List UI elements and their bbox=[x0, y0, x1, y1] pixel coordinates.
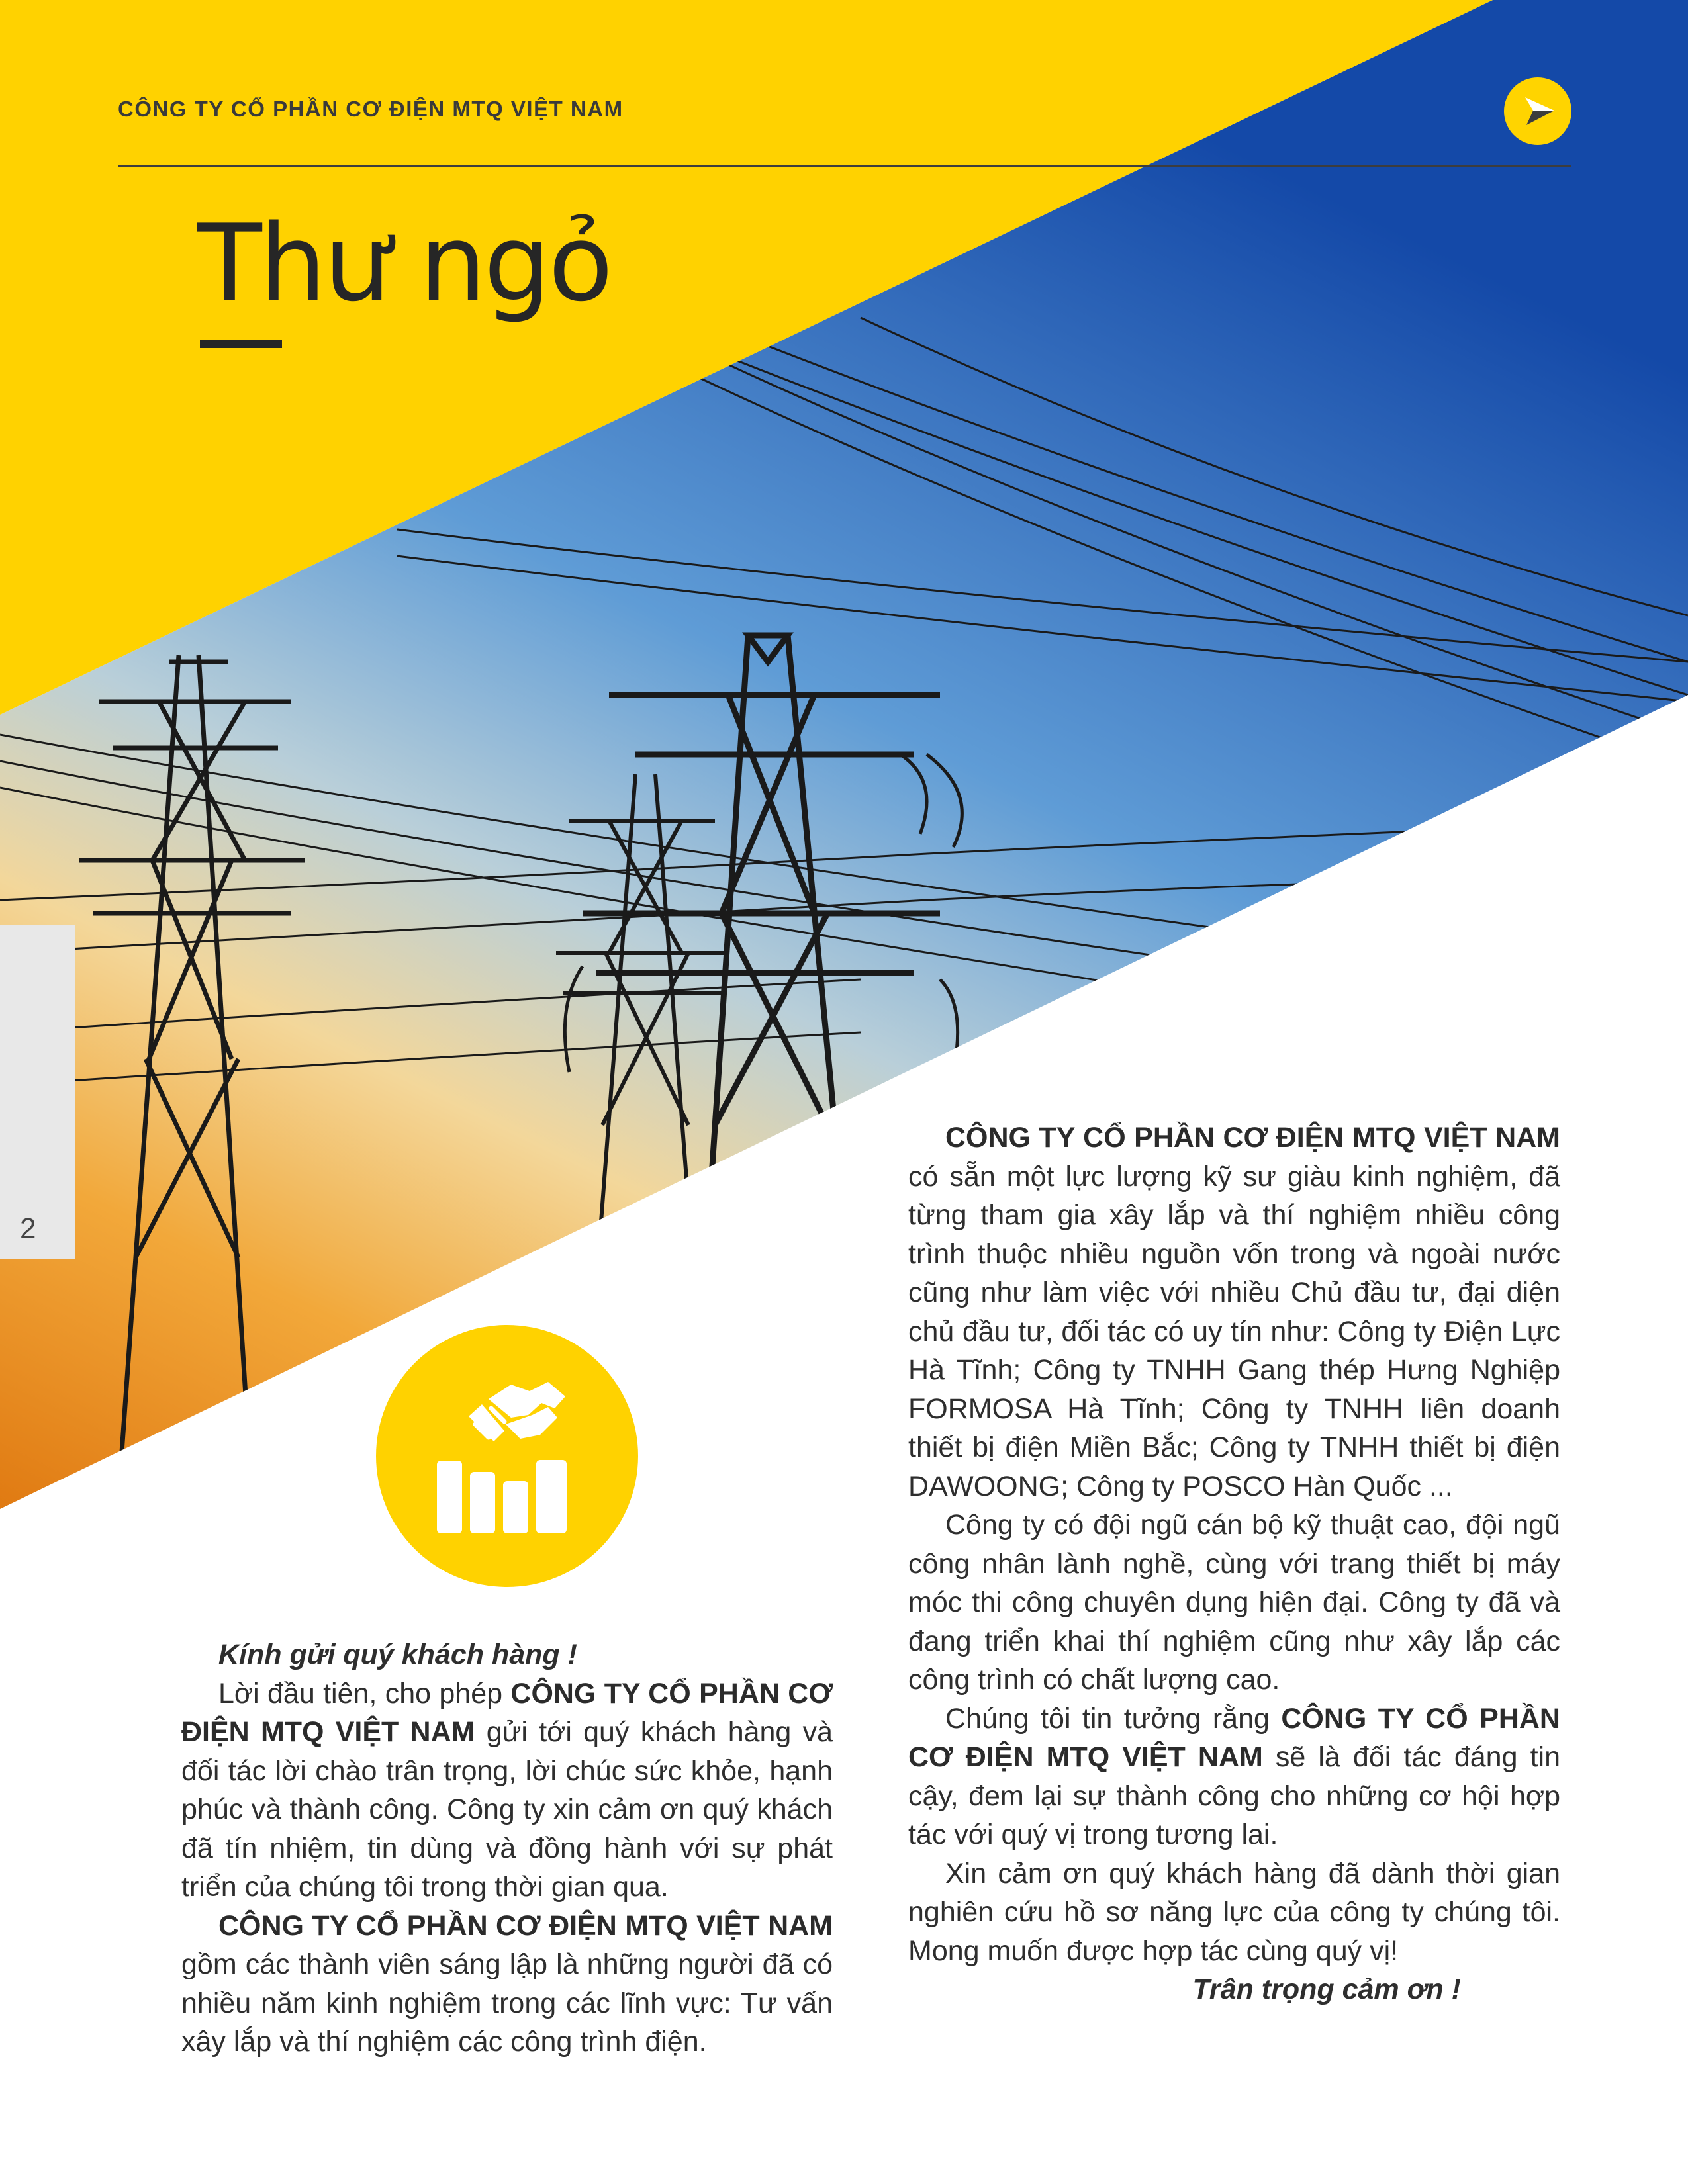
handshake-chart-icon bbox=[376, 1325, 638, 1587]
next-page-button[interactable] bbox=[1504, 77, 1571, 145]
paragraph-2: CÔNG TY CỔ PHẦN CƠ ĐIỆN MTQ VIỆT NAM gồm các thành viên sáng lập là những người đã có nhiều năm kinh nghiệm trong các lĩnh vực: Tư vấn xây lắp và thí nghiệm các công trình điện. bbox=[181, 1909, 833, 2058]
company-name: CÔNG TY CỔ PHẦN CƠ ĐIỆN MTQ VIỆT NAM bbox=[945, 1122, 1560, 1154]
company-name: CÔNG TY CỔ PHẦN CƠ ĐIỆN MTQ VIỆT NAM bbox=[181, 1677, 833, 1748]
paragraph-4: Công ty có đội ngũ cán bộ kỹ thuật cao, đội ngũ công nhân lành nghề, cùng với trang thiết bị máy móc thi công chuyên dụng hiện đại. Công ty đã và đang triển khai thí nghiệm cũng như xây lắp các công trình có chất lượng cao. bbox=[908, 1509, 1560, 1696]
company-name: CÔNG TY CỔ PHẦN CƠ ĐIỆN MTQ VIỆT NAM bbox=[908, 1702, 1560, 1773]
letter-left-column bbox=[181, 1635, 833, 2062]
paragraph-1: Lời đầu tiên, cho phép CÔNG TY CỔ PHẦN CƠ ĐIỆN MTQ VIỆT NAM gửi tới quý khách hàng và đối tác lời chào trân trọng, lời chúc sức khỏe, hạnh phúc và thành công. Công ty xin cảm ơn quý khách đã tín nhiệm, tin dùng và đồng hành với sự phát triển của chúng tôi trong thời gian qua. bbox=[181, 1677, 833, 1903]
page-title: Thư ngỏ bbox=[197, 201, 611, 325]
title-underline bbox=[200, 340, 282, 348]
company-name: CÔNG TY CỔ PHẦN CƠ ĐIỆN MTQ VIỆT NAM bbox=[218, 1909, 833, 1942]
handshake-badge bbox=[376, 1325, 638, 1587]
page-number: 2 bbox=[20, 1212, 36, 1245]
greeting: Kính gửi quý khách hàng ! bbox=[218, 1639, 577, 1670]
paragraph-6: Xin cảm ơn quý khách hàng đã dành thời gian nghiên cứu hồ sơ năng lực của công ty chúng tôi. Mong muốn được hợp tác cùng quý vị! bbox=[908, 1857, 1560, 1967]
page-tab bbox=[0, 925, 75, 1259]
letter-right-column bbox=[908, 1118, 1560, 2009]
signoff: Trân trọng cảm ơn ! bbox=[1192, 1974, 1461, 2005]
arrow-play-icon bbox=[1504, 77, 1571, 145]
company-header: CÔNG TY CỔ PHẦN CƠ ĐIỆN MTQ VIỆT NAM bbox=[118, 97, 624, 121]
header-divider bbox=[118, 165, 1571, 167]
paragraph-5: Chúng tôi tin tưởng rằng CÔNG TY CỔ PHẦN CƠ ĐIỆN MTQ VIỆT NAM sẽ là đối tác đáng tin cậy, đem lại sự thành công cho những cơ hội hợp tác với quý vị trong tương lai. bbox=[908, 1702, 1560, 1850]
paragraph-3: CÔNG TY CỔ PHẦN CƠ ĐIỆN MTQ VIỆT NAM có sẵn một lực lượng kỹ sư giàu kinh nghiệm, đã từng tham gia xây lắp và thí nghiệm nhiều công trình thuộc nhiều nguồn vốn trong và ngoài nước cũng như làm việc với nhiều Chủ đầu tư, đại diện chủ đầu tư, đối tác có uy tín như: Công ty Điện Lực Hà Tĩnh; Công ty TNHH Gang thép Hưng Nghiệp FORMOSA Hà Tĩnh; Công ty TNHH liên doanh thiết bị điện Miền Bắc; Công ty TNHH thiết bị điện DAWOONG; Công ty POSCO Hàn Quốc ... bbox=[908, 1122, 1560, 1502]
